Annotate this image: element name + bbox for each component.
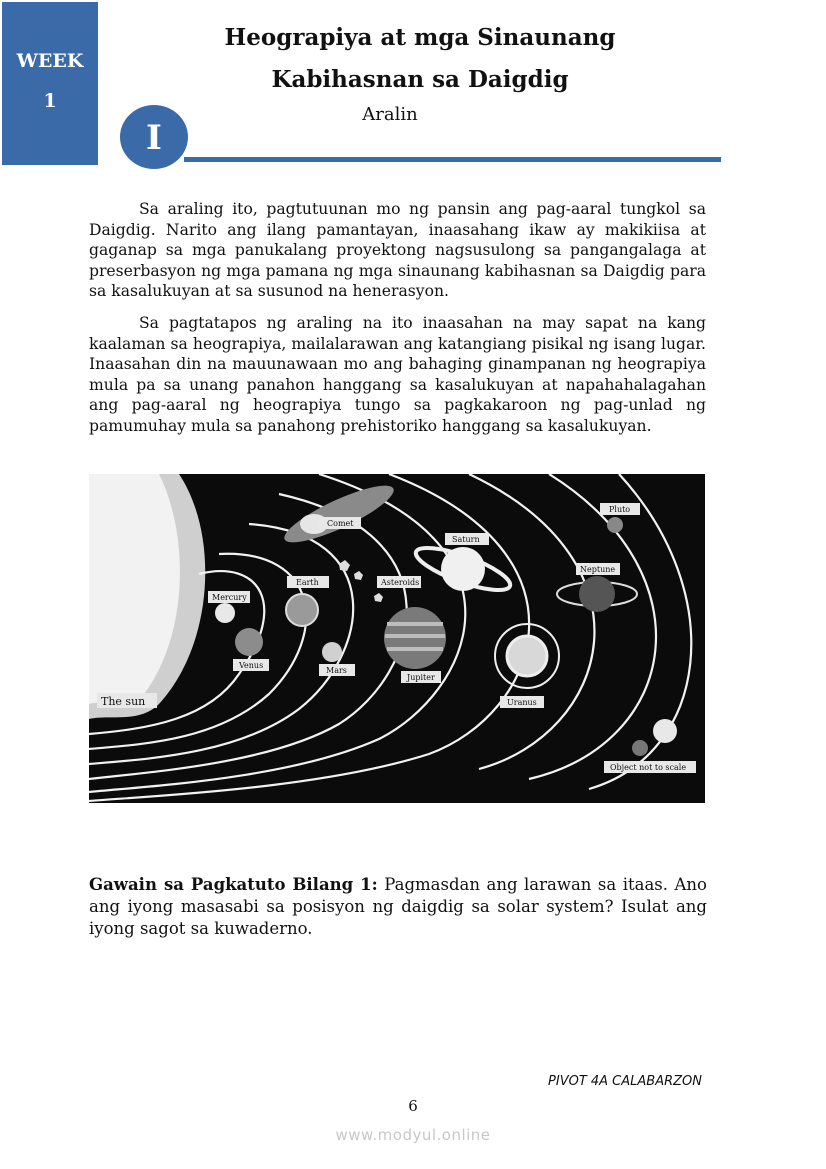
- week-label: WEEK: [16, 50, 84, 72]
- week-badge: [2, 2, 98, 165]
- page-title-line2: Kabihasnan sa Daigdig: [271, 66, 569, 93]
- solar-system-illustration: [89, 474, 705, 803]
- activity-label: Gawain sa Pagkatuto Bilang 1:: [89, 875, 378, 894]
- label-mercury: Mercury: [212, 593, 247, 602]
- label-neptune: Neptune: [580, 565, 616, 574]
- objectives-paragraph: Sa pagtatapos ng araling na ito inaasahan na may sapat na kang kaalaman sa heograpiya, mailalarawan ang katangiang pisikal ng isang lugar. Inaasahan din na mauunawaan mo ang bahaging ginampanan ng heograpiya mula pa sa unang panahon hanggang sa kasalukuyan at napahahalagahan ang pag-aaral ng heograpiya tungo sa pagkakaroon ng pag-unlad ng pamumuhay mula sa panahong prehistoriko hanggang sa kasalukuyan.: [89, 314, 706, 435]
- label-jupiter: Jupiter: [407, 673, 435, 682]
- activity-text: Pagmasdan ang larawan sa itaas. Ano ang iyong masasabi sa posisyon ng daigdig sa solar system? Isulat ang iyong sagot sa kuwaderno.: [89, 875, 707, 938]
- page-title-line1: Heograpiya at mga Sinaunang: [224, 24, 616, 51]
- label-pluto: Pluto: [609, 505, 631, 514]
- label-asteroids: Asteroids: [381, 578, 420, 587]
- label-mars: Mars: [326, 666, 347, 675]
- label-comet: Comet: [327, 519, 354, 528]
- label-uranus: Uranus: [507, 698, 537, 707]
- page-number: 6: [408, 1097, 418, 1115]
- label-saturn: Saturn: [452, 535, 480, 544]
- lesson-subtitle: Aralin: [362, 104, 418, 125]
- label-scale-note: Object not to scale: [610, 763, 687, 772]
- section-letter-badge: I: [120, 105, 188, 169]
- publisher-footer: PIVOT 4A CALABARZON: [548, 1074, 702, 1089]
- intro-paragraph: Sa araling ito, pagtutuunan mo ng pansin ang pag-aaral tungkol sa Daigdig. Narito ang ilang pamantayan, inaasahang ikaw ay makikiisa at gaganap sa mga panukalang proyektong nagsusulong sa pangangalaga at preserbasyon ng mga pamana ng mga sinaunang kabihasnan sa Daigdig para sa kasalukuyan at sa susunod na henerasyon.: [89, 200, 706, 300]
- label-sun: The sun: [101, 695, 146, 708]
- label-earth: Earth: [296, 578, 319, 587]
- activity-prompt: [89, 874, 707, 940]
- header-divider: [184, 157, 721, 162]
- week-number: 1: [43, 90, 57, 112]
- label-venus: Venus: [239, 661, 264, 670]
- watermark-text: www.modyul.online: [335, 1126, 491, 1144]
